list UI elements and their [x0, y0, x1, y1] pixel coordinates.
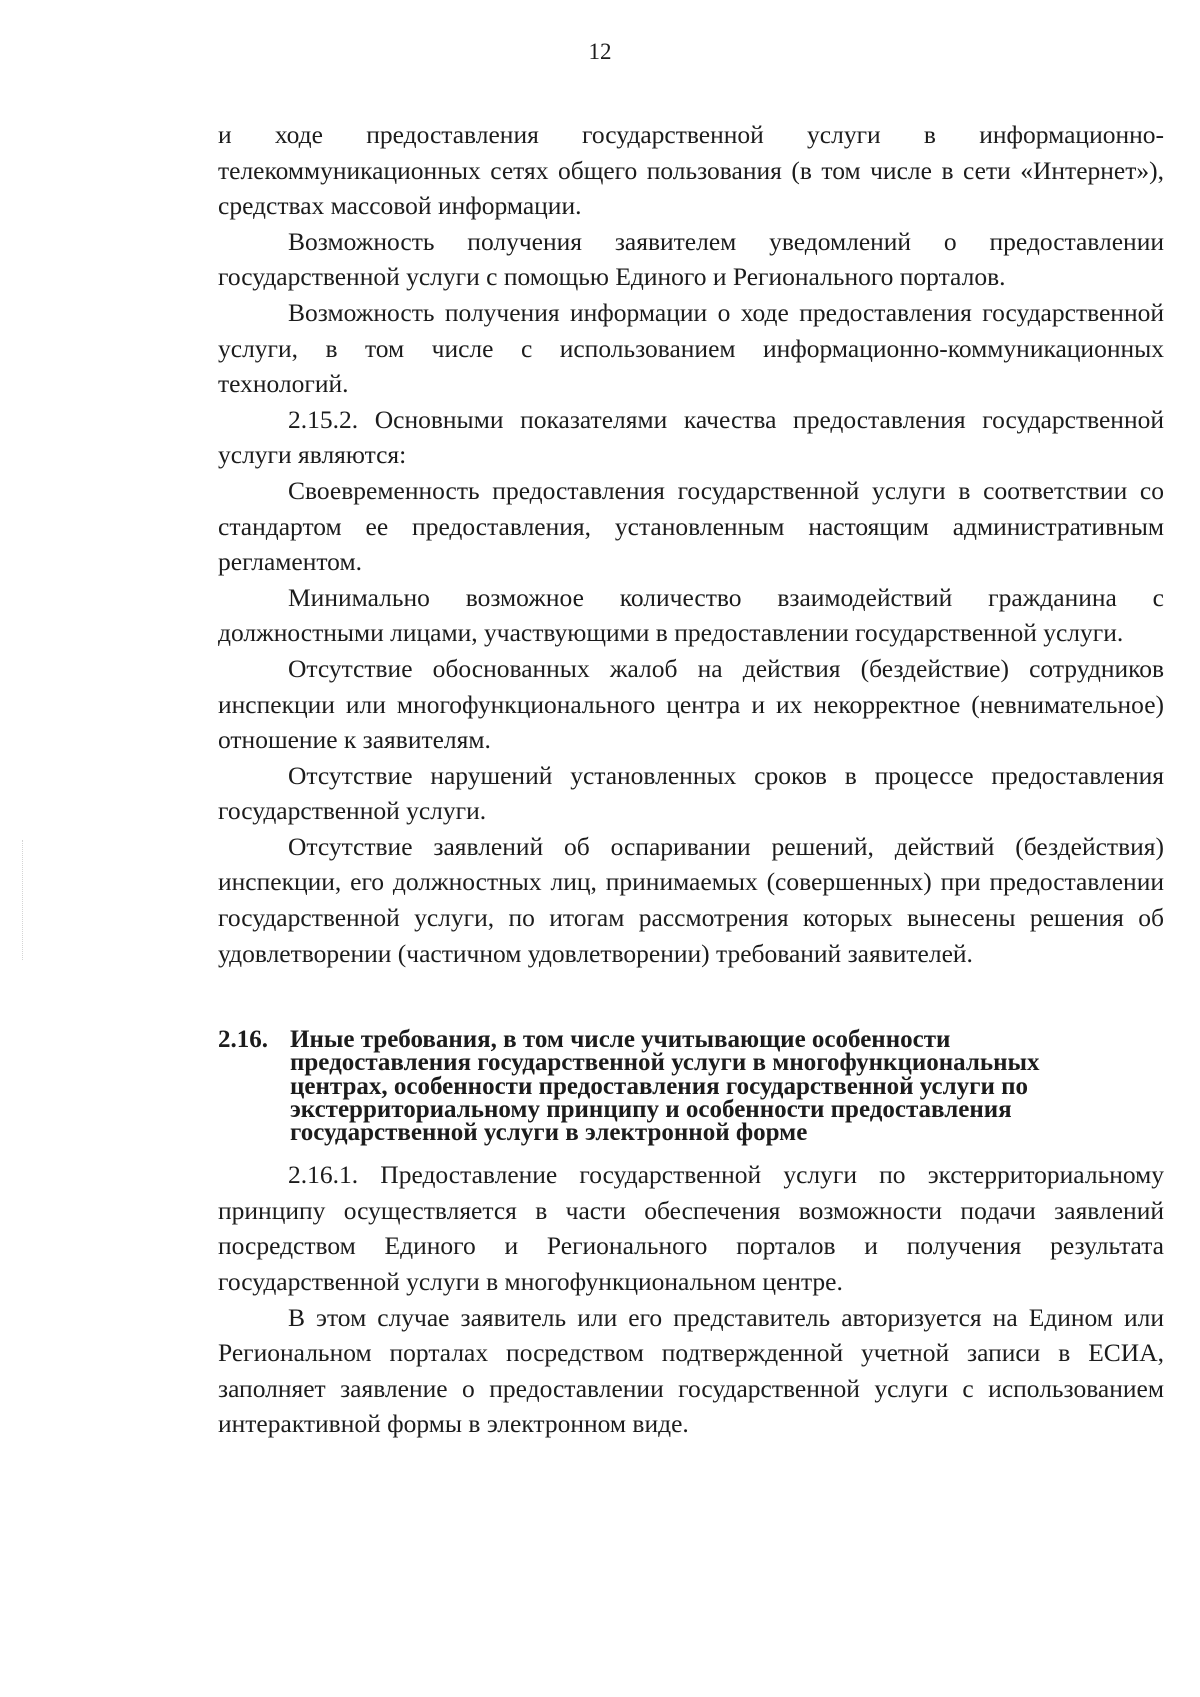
document-body	[218, 117, 1164, 1442]
section-heading	[218, 1026, 1164, 1147]
paragraph-esia: В этом случае заявитель или его представитель авторизуется на Едином или Региональном порталах посредством подтвержденной учетной записи в ЕСИА, заполняет заявление о предоставлении государственной услуги с использованием интерактивной формы в электронном виде.	[218, 1302, 1164, 1439]
page-number: 12	[588, 39, 612, 64]
paragraph-2-15-2: 2.15.2. Основными показателями качества предоставления государственной услуги являются:	[218, 404, 1164, 470]
section-title: Иные требования, в том числе учитывающие особенности предоставления государственной услуги в многофункциональных центрах, особенности предоставления государственной услуги по экстерриториальному принципу и особенности предоставления государственной услуги в электронной форме	[290, 1026, 1040, 1147]
paragraph-notifications: Возможность получения заявителем уведомлений о предоставлении государственной услуги с помощью Единого и Регионального порталов.	[218, 226, 1164, 292]
paragraph-2-16-1: 2.16.1. Предоставление государственной услуги по экстерриториальному принципу осуществляется в части обеспечения возможности подачи заявлений посредством Единого и Регионального порталов и получения результата государственной услуги в многофункциональном центре.	[218, 1160, 1164, 1297]
paragraph-no-disputes: Отсутствие заявлений об оспаривании решений, действий (бездействия) инспекции, его должностных лиц, принимаемых (совершенных) при предоставлении государственной услуги, по итогам рассмотрения которых вынесены решения об удовлетворении (частичном удовлетворении) требований заявителей.	[218, 831, 1164, 968]
paragraph-no-complaints: Отсутствие обоснованных жалоб на действия (бездействие) сотрудников инспекции или многофункционального центра и их некорректное (невнимательное) отношение к заявителям.	[218, 653, 1164, 755]
section-number: 2.16.	[218, 1026, 268, 1054]
paragraph-no-violations: Отсутствие нарушений установленных сроков в процессе предоставления государственной услуги.	[218, 760, 1164, 826]
scan-edge-marks	[22, 840, 24, 960]
paragraph-min-interactions: Минимально возможное количество взаимодействий гражданина с должностными лицами, участвующими в предоставлении государственной услуги.	[218, 582, 1164, 648]
paragraph-progress-info: Возможность получения информации о ходе предоставления государственной услуги, в том числе с использованием информационно-коммуникационных технологий.	[218, 297, 1164, 399]
paragraph-timeliness: Своевременность предоставления государственной услуги в соответствии со стандартом ее предоставления, установленным настоящим административным регламентом.	[218, 475, 1164, 577]
paragraph-continuation: и ходе предоставления государственной услуги в информационно-телекоммуникационных сетях общего пользования (в том числе в сети «Интернет»), средствах массовой информации.	[218, 120, 1164, 221]
